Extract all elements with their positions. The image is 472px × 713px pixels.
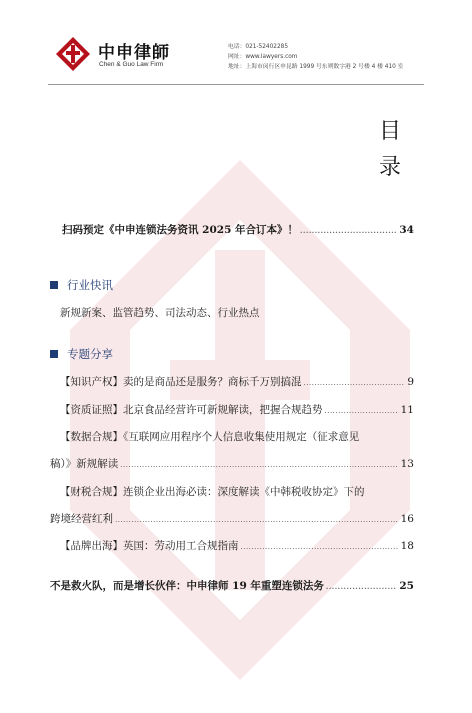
watermark-logo bbox=[70, 160, 410, 680]
toc-leader bbox=[325, 404, 399, 416]
toc-entry-title: 【知识产权】卖的是商品还是服务？商标千万别搞混 bbox=[60, 376, 302, 388]
header-divider bbox=[48, 84, 424, 85]
contact-info bbox=[228, 42, 403, 72]
section-bullet-icon bbox=[50, 350, 58, 358]
contact-phone: 电话：021-52402285 bbox=[228, 44, 289, 50]
toc-entry-page: 11 bbox=[400, 404, 414, 416]
toc-title bbox=[378, 114, 402, 186]
section-heading-text: 行业快讯 bbox=[67, 278, 113, 292]
toc-leader bbox=[304, 376, 406, 388]
toc-entry-page: 25 bbox=[399, 580, 414, 592]
toc-entry-ip[interactable] bbox=[60, 374, 414, 389]
toc-entry-license[interactable] bbox=[60, 402, 414, 417]
toc-entry-data[interactable] bbox=[50, 456, 414, 471]
toc-leader bbox=[115, 513, 399, 525]
toc-entry-title: 【资质证照】北京食品经营许可新规解读，把握合规趋势 bbox=[60, 404, 323, 416]
toc-entry-title: 【品牌出海】英国：劳动用工合规指南 bbox=[60, 540, 239, 552]
toc-title-char-2: 录 bbox=[378, 155, 401, 180]
section-body-industry-news: 新规新案、监管趋势、司法动态、行业热点 bbox=[60, 307, 260, 319]
toc-entry-tax[interactable] bbox=[50, 511, 414, 526]
firm-logo-icon bbox=[55, 36, 91, 72]
toc-entry-title: 扫码预定《中申连锁法务资讯 2025 年合订本》！ bbox=[62, 224, 299, 236]
toc-leader bbox=[326, 580, 397, 592]
section-heading-industry-news bbox=[50, 277, 113, 293]
page-header bbox=[0, 0, 472, 96]
toc-leader bbox=[241, 540, 399, 552]
toc-entry-tax-line1[interactable]: 【财税合规】连锁企业出海必读：深度解读《中韩税收协定》下的 bbox=[60, 486, 365, 498]
section-heading-text: 专题分享 bbox=[67, 347, 113, 361]
contact-address: 地址：上海市闵行区申昆路 1999 号东朔数字港 2 号楼 4 楼 410 室 bbox=[228, 64, 404, 70]
brand-name-cn: 中申律師 bbox=[98, 43, 170, 63]
toc-entry-page: 9 bbox=[407, 376, 414, 388]
brand-name-en: Chen & Guo Law Firm bbox=[99, 61, 164, 68]
toc-entry-brand[interactable] bbox=[60, 538, 414, 553]
toc-entry-page: 18 bbox=[400, 540, 414, 552]
toc-entry-title: 不是救火队，而是增长伙伴：中申律师 19 年重塑连锁法务 bbox=[50, 580, 324, 592]
section-bullet-icon bbox=[50, 281, 58, 289]
toc-entry-title: 跨境经营红利 bbox=[50, 513, 113, 525]
toc-entry-page: 13 bbox=[400, 458, 414, 470]
toc-entry-bottom[interactable] bbox=[50, 578, 414, 593]
toc-entry-page: 34 bbox=[399, 224, 414, 236]
toc-entry-page: 16 bbox=[400, 513, 414, 525]
toc-entry-top[interactable] bbox=[62, 222, 414, 237]
section-heading-topics bbox=[50, 346, 113, 362]
toc-leader bbox=[120, 458, 398, 470]
toc-entry-data-line1[interactable]: 【数据合规】《互联网应用程序个人信息收集使用规定（征求意见 bbox=[60, 431, 360, 443]
toc-title-char-1: 目 bbox=[378, 119, 401, 144]
toc-leader bbox=[300, 224, 397, 236]
contact-website: 网址：www.lawyers.com bbox=[228, 54, 298, 60]
toc-entry-title: 稿）》新规解读 bbox=[50, 458, 119, 470]
